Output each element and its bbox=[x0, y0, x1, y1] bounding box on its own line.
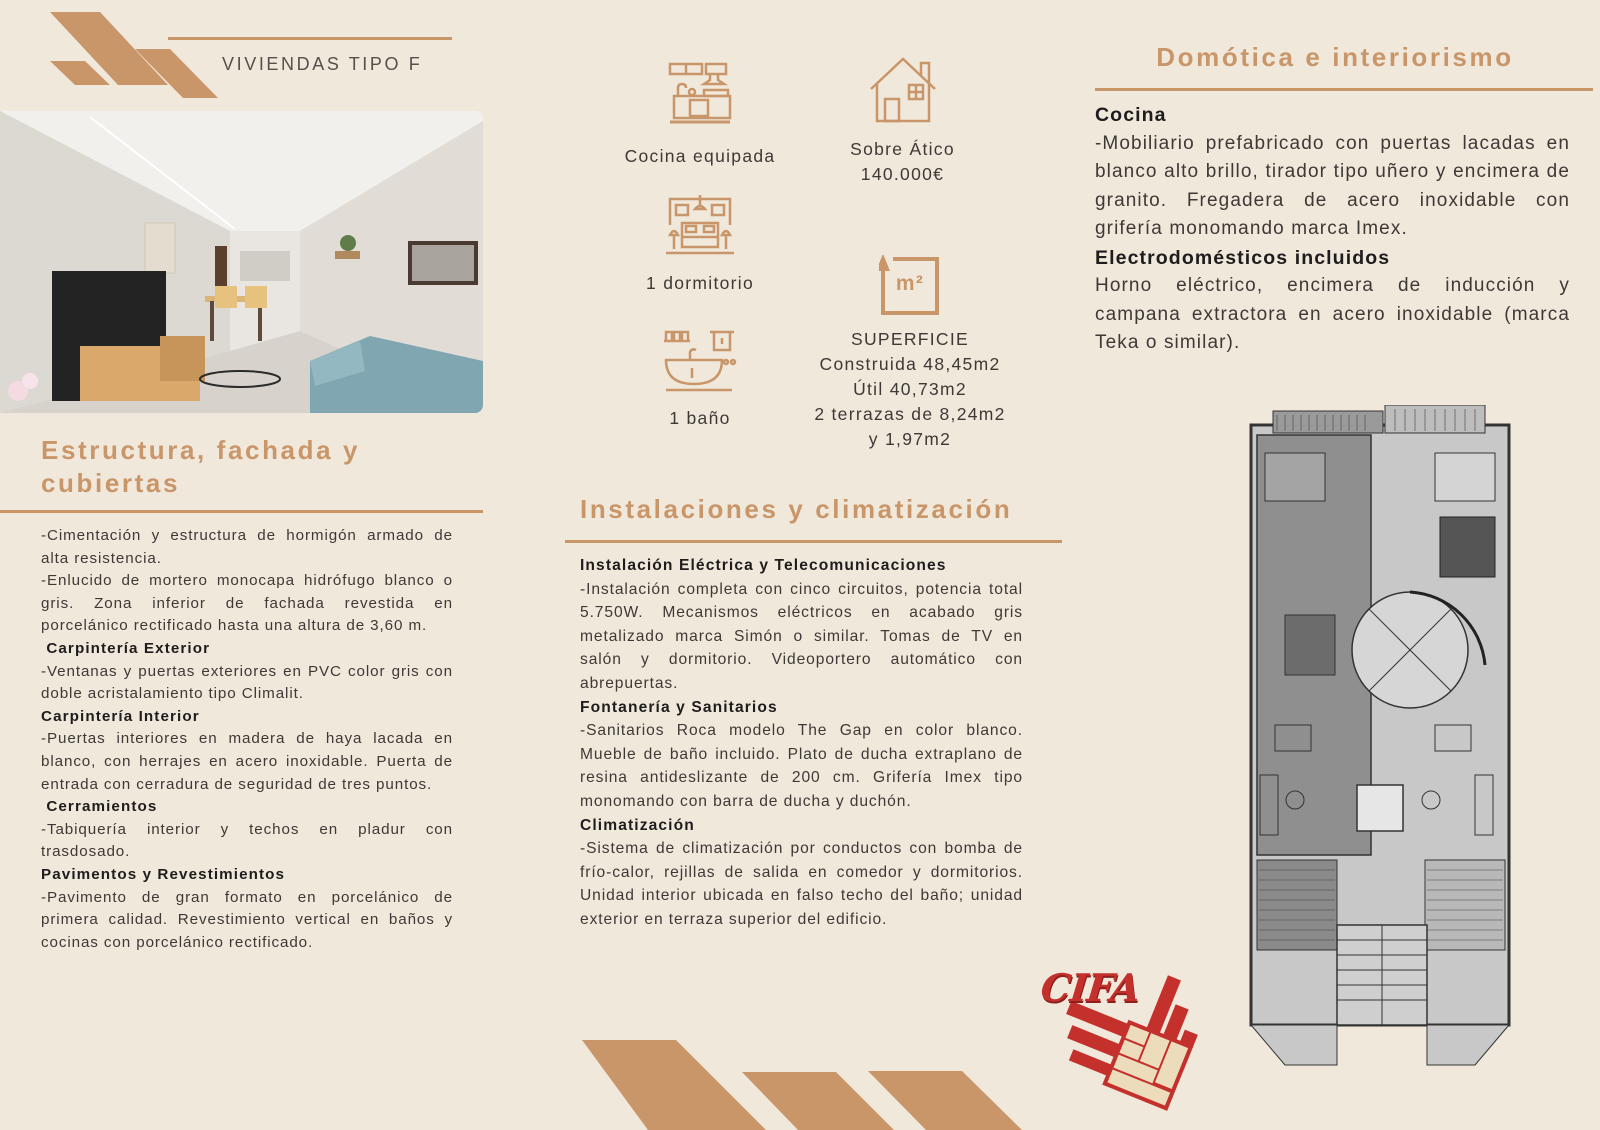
feature-price-label: 140.000€ bbox=[860, 164, 945, 184]
estructura-heading-6: Pavimentos y Revestimientos bbox=[41, 865, 286, 883]
area-m2-icon bbox=[879, 255, 941, 317]
cifa-logo bbox=[1035, 955, 1200, 1115]
feature-bedroom bbox=[610, 195, 790, 296]
estructura-text-1: -Cimentación y estructura de hormigón armado de alta resistencia. bbox=[41, 527, 453, 567]
instalaciones-heading-2: Fontanería y Sanitarios bbox=[580, 698, 778, 716]
floor-plan bbox=[1245, 405, 1515, 1075]
bathtub-icon bbox=[662, 328, 738, 394]
estructura-heading-3: Carpintería Exterior bbox=[41, 639, 211, 657]
instalaciones-heading-1: Instalación Eléctrica y Telecomunicaciones bbox=[580, 557, 947, 574]
section-title-instalaciones: Instalaciones y climatización bbox=[580, 494, 1013, 524]
domotica-text-1: -Mobiliario prefabricado con puertas lacadas en blanco alto brillo, tirador tipo uñero y encimera de granito. Fregadera de acero inoxidable con grifería monomando marca Imex. bbox=[1095, 132, 1570, 239]
feature-kitchen-label: Cocina equipada bbox=[624, 146, 776, 166]
domotica-text-2: Horno eléctrico, encimera de inducción y campana extractora en acero inoxidable (marca Teka o similar). bbox=[1095, 275, 1570, 353]
feature-bathroom bbox=[610, 328, 790, 431]
cifa-logo-text: CIFA bbox=[1038, 965, 1142, 1010]
section-rule-estructura bbox=[0, 510, 483, 513]
section-rule-domotica bbox=[1095, 88, 1593, 91]
feature-bathroom-label: 1 baño bbox=[669, 408, 731, 428]
instalaciones-heading-3: Climatización bbox=[580, 816, 695, 834]
estructura-text-2: -Enlucido de mortero monocapa hidrófugo blanco o gris. Zona inferior de fachada revestida en porcelánico rectificado hasta una altura de 3,60 m. bbox=[41, 572, 453, 635]
area-terraces-1: 2 terrazas de 8,24m2 bbox=[814, 404, 1006, 424]
estructura-content bbox=[41, 525, 453, 954]
area-built: Construida 48,45m2 bbox=[819, 354, 1001, 374]
bed-icon bbox=[664, 195, 736, 257]
estructura-text-6: -Pavimento de gran formato en porcelánico de primera calidad. Revestimiento vertical en baños y cocinas con porcelánico rectificado. bbox=[41, 888, 453, 951]
instalaciones-text-3: -Sistema de climatización por conductos con bomba de frío-calor, rejillas de salida en comedor y dormitorios. Unidad interior ubicada en falso techo del baño; unidad exterior en terraza superior del edificio. bbox=[580, 840, 1023, 928]
domotica-content bbox=[1095, 101, 1570, 358]
domotica-heading-1: Cocina bbox=[1095, 104, 1167, 126]
header-rule bbox=[168, 37, 452, 40]
instalaciones-text-1: -Instalación completa con cinco circuitos, potencia total 5.750W. Mecanismos eléctricos en acabado gris metalizado marca Simón o similar. Tomas de TV en salón y dormitorio. Videoportero automático con abrepuertas. bbox=[580, 580, 1023, 692]
header-label: VIVIENDAS TIPO F bbox=[222, 54, 423, 74]
instalaciones-text-2: -Sanitarios Roca modelo The Gap en color blanco. Mueble de baño incluido. Plato de ducha extraplano de resina antideslizante de 200 cm. Grifería Imex tipo monomando con barra de ducha y duchón. bbox=[580, 722, 1023, 810]
area-m2-icon-text: m² bbox=[895, 272, 925, 295]
feature-type-label: Sobre Ático bbox=[850, 139, 955, 159]
section-rule-instalaciones bbox=[565, 540, 1062, 543]
estructura-text-3: -Ventanas y puertas exteriores en PVC color gris con doble acristalamiento tipo Climalit. bbox=[41, 662, 453, 703]
area-useful: Útil 40,73m2 bbox=[853, 379, 967, 399]
feature-kitchen bbox=[610, 60, 790, 169]
estructura-heading-5: Cerramientos bbox=[41, 798, 158, 816]
estructura-heading-4: Carpintería Interior bbox=[41, 707, 200, 725]
decorative-stripes-bottom bbox=[560, 1030, 1040, 1130]
estructura-text-4: -Puertas interiores en madera de haya lacada en blanco, con herrajes en acero inoxidable. Puerta de entrada con cerradura de seguridad de tres puntos. bbox=[41, 730, 453, 793]
feature-type-price bbox=[820, 55, 985, 187]
domotica-heading-2: Electrodomésticos incluidos bbox=[1095, 246, 1391, 269]
area-title: SUPERFICIE bbox=[850, 329, 970, 349]
living-room-photo bbox=[0, 111, 483, 413]
area-terraces-2: y 1,97m2 bbox=[868, 429, 952, 449]
section-title-estructura: Estructura, fachada y cubiertas bbox=[41, 435, 361, 498]
house-icon bbox=[867, 55, 939, 127]
feature-area bbox=[795, 255, 1025, 452]
feature-bedroom-label: 1 dormitorio bbox=[646, 273, 754, 293]
kitchen-icon bbox=[666, 60, 734, 128]
section-title-domotica: Domótica e interiorismo bbox=[1156, 42, 1514, 72]
estructura-text-5: -Tabiquería interior y techos en pladur con trasdosado. bbox=[41, 820, 453, 861]
instalaciones-content bbox=[580, 554, 1023, 932]
